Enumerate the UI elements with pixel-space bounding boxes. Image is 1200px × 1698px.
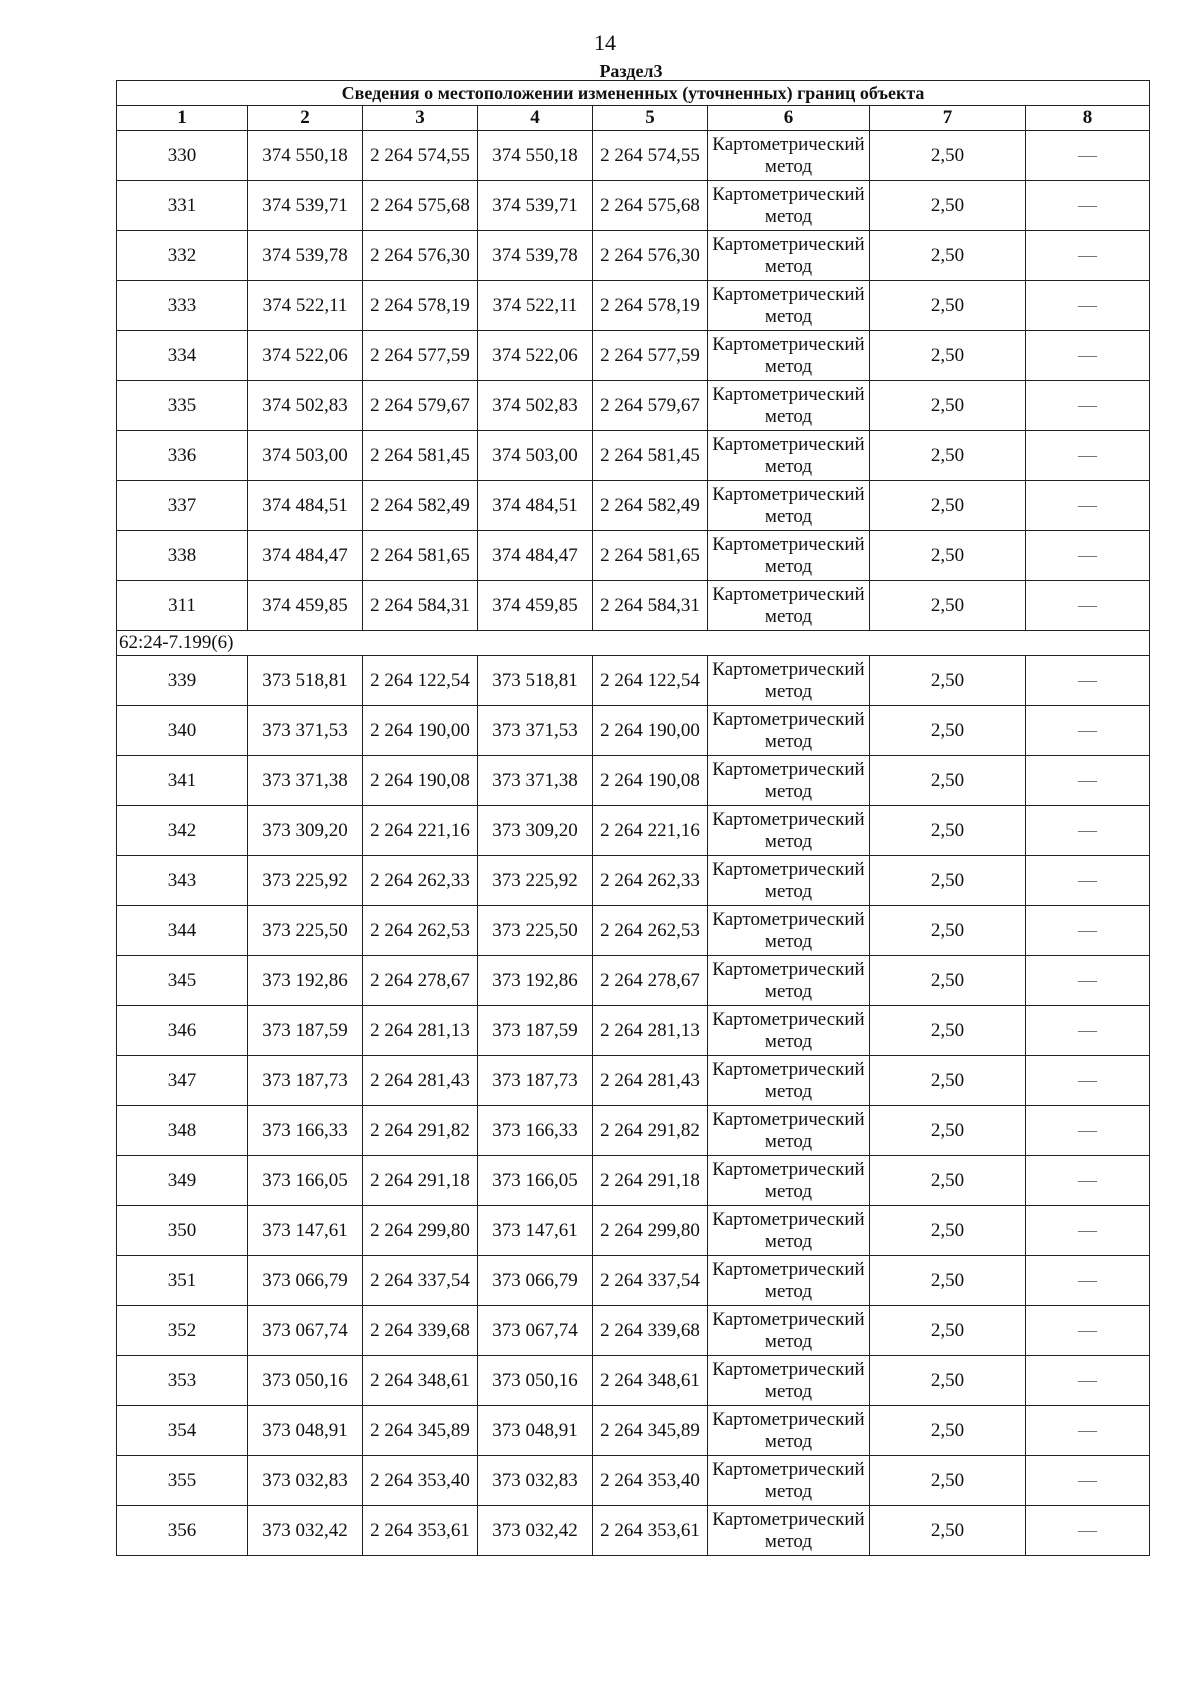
method-cell: Картометрический метод bbox=[708, 131, 870, 181]
x-existing-cell: 374 484,47 bbox=[248, 531, 363, 581]
method-cell: Картометрический метод bbox=[708, 706, 870, 756]
x-new-cell: 373 166,33 bbox=[478, 1106, 593, 1156]
y-new-cell: 2 264 577,59 bbox=[593, 331, 708, 381]
x-new-cell: 373 371,53 bbox=[478, 706, 593, 756]
accuracy-cell: 2,50 bbox=[870, 531, 1026, 581]
x-new-cell: 373 371,38 bbox=[478, 756, 593, 806]
point-number-cell: 350 bbox=[117, 1206, 248, 1256]
x-existing-cell: 373 225,92 bbox=[248, 856, 363, 906]
description-cell: — bbox=[1026, 806, 1150, 856]
y-new-cell: 2 264 584,31 bbox=[593, 581, 708, 631]
subsection-row bbox=[117, 631, 1150, 656]
table-row bbox=[117, 856, 1150, 906]
method-cell: Картометрический метод bbox=[708, 1356, 870, 1406]
description-cell: — bbox=[1026, 381, 1150, 431]
point-number-cell: 343 bbox=[117, 856, 248, 906]
y-new-cell: 2 264 299,80 bbox=[593, 1206, 708, 1256]
method-cell: Картометрический метод bbox=[708, 1106, 870, 1156]
description-cell: — bbox=[1026, 181, 1150, 231]
point-number-cell: 352 bbox=[117, 1306, 248, 1356]
y-new-cell: 2 264 262,33 bbox=[593, 856, 708, 906]
description-cell: — bbox=[1026, 1156, 1150, 1206]
accuracy-cell: 2,50 bbox=[870, 906, 1026, 956]
table-row bbox=[117, 1306, 1150, 1356]
method-cell: Картометрический метод bbox=[708, 1406, 870, 1456]
y-new-cell: 2 264 579,67 bbox=[593, 381, 708, 431]
table-row bbox=[117, 131, 1150, 181]
x-existing-cell: 374 502,83 bbox=[248, 381, 363, 431]
point-number-cell: 330 bbox=[117, 131, 248, 181]
point-number-cell: 346 bbox=[117, 1006, 248, 1056]
table-row bbox=[117, 1456, 1150, 1506]
table-row bbox=[117, 481, 1150, 531]
column-header: 3 bbox=[363, 106, 478, 131]
point-number-cell: 356 bbox=[117, 1506, 248, 1556]
y-new-cell: 2 264 581,65 bbox=[593, 531, 708, 581]
description-cell: — bbox=[1026, 756, 1150, 806]
method-cell: Картометрический метод bbox=[708, 856, 870, 906]
point-number-cell: 334 bbox=[117, 331, 248, 381]
table-row bbox=[117, 1406, 1150, 1456]
accuracy-cell: 2,50 bbox=[870, 481, 1026, 531]
table-row bbox=[117, 581, 1150, 631]
table-row bbox=[117, 281, 1150, 331]
y-new-cell: 2 264 291,82 bbox=[593, 1106, 708, 1156]
method-cell: Картометрический метод bbox=[708, 1206, 870, 1256]
point-number-cell: 331 bbox=[117, 181, 248, 231]
accuracy-cell: 2,50 bbox=[870, 756, 1026, 806]
method-cell: Картометрический метод bbox=[708, 481, 870, 531]
y-existing-cell: 2 264 582,49 bbox=[363, 481, 478, 531]
x-new-cell: 373 309,20 bbox=[478, 806, 593, 856]
x-existing-cell: 373 048,91 bbox=[248, 1406, 363, 1456]
y-existing-cell: 2 264 337,54 bbox=[363, 1256, 478, 1306]
accuracy-cell: 2,50 bbox=[870, 231, 1026, 281]
x-existing-cell: 373 371,53 bbox=[248, 706, 363, 756]
point-number-cell: 332 bbox=[117, 231, 248, 281]
y-existing-cell: 2 264 221,16 bbox=[363, 806, 478, 856]
description-cell: — bbox=[1026, 1106, 1150, 1156]
description-cell: — bbox=[1026, 706, 1150, 756]
x-new-cell: 373 187,73 bbox=[478, 1056, 593, 1106]
x-existing-cell: 374 459,85 bbox=[248, 581, 363, 631]
accuracy-cell: 2,50 bbox=[870, 331, 1026, 381]
description-cell: — bbox=[1026, 1356, 1150, 1406]
coordinates-table bbox=[116, 80, 1150, 1556]
y-new-cell: 2 264 221,16 bbox=[593, 806, 708, 856]
y-new-cell: 2 264 575,68 bbox=[593, 181, 708, 231]
description-cell: — bbox=[1026, 956, 1150, 1006]
y-new-cell: 2 264 278,67 bbox=[593, 956, 708, 1006]
accuracy-cell: 2,50 bbox=[870, 581, 1026, 631]
point-number-cell: 341 bbox=[117, 756, 248, 806]
table-row bbox=[117, 756, 1150, 806]
description-cell: — bbox=[1026, 1056, 1150, 1106]
y-new-cell: 2 264 291,18 bbox=[593, 1156, 708, 1206]
y-existing-cell: 2 264 339,68 bbox=[363, 1306, 478, 1356]
x-existing-cell: 374 539,78 bbox=[248, 231, 363, 281]
y-existing-cell: 2 264 281,13 bbox=[363, 1006, 478, 1056]
method-cell: Картометрический метод bbox=[708, 1506, 870, 1556]
y-existing-cell: 2 264 122,54 bbox=[363, 656, 478, 706]
y-new-cell: 2 264 576,30 bbox=[593, 231, 708, 281]
column-header: 1 bbox=[117, 106, 248, 131]
table-row bbox=[117, 531, 1150, 581]
y-existing-cell: 2 264 574,55 bbox=[363, 131, 478, 181]
accuracy-cell: 2,50 bbox=[870, 281, 1026, 331]
x-new-cell: 373 192,86 bbox=[478, 956, 593, 1006]
table-row bbox=[117, 1506, 1150, 1556]
y-new-cell: 2 264 574,55 bbox=[593, 131, 708, 181]
point-number-cell: 347 bbox=[117, 1056, 248, 1106]
x-existing-cell: 374 484,51 bbox=[248, 481, 363, 531]
y-new-cell: 2 264 281,43 bbox=[593, 1056, 708, 1106]
x-new-cell: 373 050,16 bbox=[478, 1356, 593, 1406]
method-cell: Картометрический метод bbox=[708, 956, 870, 1006]
x-existing-cell: 373 518,81 bbox=[248, 656, 363, 706]
x-new-cell: 373 048,91 bbox=[478, 1406, 593, 1456]
x-new-cell: 374 522,11 bbox=[478, 281, 593, 331]
y-existing-cell: 2 264 584,31 bbox=[363, 581, 478, 631]
y-existing-cell: 2 264 190,08 bbox=[363, 756, 478, 806]
point-number-cell: 349 bbox=[117, 1156, 248, 1206]
y-new-cell: 2 264 122,54 bbox=[593, 656, 708, 706]
column-header-row bbox=[117, 106, 1150, 131]
point-number-cell: 353 bbox=[117, 1356, 248, 1406]
y-existing-cell: 2 264 579,67 bbox=[363, 381, 478, 431]
point-number-cell: 311 bbox=[117, 581, 248, 631]
y-existing-cell: 2 264 353,40 bbox=[363, 1456, 478, 1506]
accuracy-cell: 2,50 bbox=[870, 1356, 1026, 1406]
table-row bbox=[117, 431, 1150, 481]
table-caption: Сведения о местоположении измененных (уточненных) границ объекта bbox=[117, 81, 1150, 106]
description-cell: — bbox=[1026, 1306, 1150, 1356]
x-existing-cell: 373 032,83 bbox=[248, 1456, 363, 1506]
point-number-cell: 342 bbox=[117, 806, 248, 856]
table-row bbox=[117, 1056, 1150, 1106]
x-existing-cell: 373 166,33 bbox=[248, 1106, 363, 1156]
x-new-cell: 373 518,81 bbox=[478, 656, 593, 706]
x-existing-cell: 373 066,79 bbox=[248, 1256, 363, 1306]
accuracy-cell: 2,50 bbox=[870, 381, 1026, 431]
table-body bbox=[117, 81, 1150, 1556]
x-new-cell: 373 166,05 bbox=[478, 1156, 593, 1206]
x-new-cell: 373 032,83 bbox=[478, 1456, 593, 1506]
point-number-cell: 337 bbox=[117, 481, 248, 531]
method-cell: Картометрический метод bbox=[708, 1256, 870, 1306]
x-new-cell: 373 225,92 bbox=[478, 856, 593, 906]
x-existing-cell: 373 309,20 bbox=[248, 806, 363, 856]
description-cell: — bbox=[1026, 331, 1150, 381]
x-existing-cell: 373 147,61 bbox=[248, 1206, 363, 1256]
method-cell: Картометрический метод bbox=[708, 531, 870, 581]
table-caption-row bbox=[117, 81, 1150, 106]
x-existing-cell: 374 539,71 bbox=[248, 181, 363, 231]
table-row bbox=[117, 1256, 1150, 1306]
y-new-cell: 2 264 190,08 bbox=[593, 756, 708, 806]
x-new-cell: 374 550,18 bbox=[478, 131, 593, 181]
method-cell: Картометрический метод bbox=[708, 1456, 870, 1506]
y-existing-cell: 2 264 345,89 bbox=[363, 1406, 478, 1456]
y-existing-cell: 2 264 581,45 bbox=[363, 431, 478, 481]
table-row bbox=[117, 181, 1150, 231]
accuracy-cell: 2,50 bbox=[870, 1006, 1026, 1056]
method-cell: Картометрический метод bbox=[708, 331, 870, 381]
x-existing-cell: 373 050,16 bbox=[248, 1356, 363, 1406]
y-existing-cell: 2 264 291,82 bbox=[363, 1106, 478, 1156]
description-cell: — bbox=[1026, 281, 1150, 331]
x-existing-cell: 374 550,18 bbox=[248, 131, 363, 181]
x-new-cell: 373 032,42 bbox=[478, 1506, 593, 1556]
accuracy-cell: 2,50 bbox=[870, 1156, 1026, 1206]
point-number-cell: 333 bbox=[117, 281, 248, 331]
accuracy-cell: 2,50 bbox=[870, 1456, 1026, 1506]
y-new-cell: 2 264 262,53 bbox=[593, 906, 708, 956]
method-cell: Картометрический метод bbox=[708, 1006, 870, 1056]
description-cell: — bbox=[1026, 1256, 1150, 1306]
x-new-cell: 374 503,00 bbox=[478, 431, 593, 481]
y-new-cell: 2 264 581,45 bbox=[593, 431, 708, 481]
x-existing-cell: 373 192,86 bbox=[248, 956, 363, 1006]
table-row bbox=[117, 906, 1150, 956]
accuracy-cell: 2,50 bbox=[870, 431, 1026, 481]
subsection-label: 62:24-7.199(6) bbox=[117, 631, 1150, 656]
column-header: 6 bbox=[708, 106, 870, 131]
accuracy-cell: 2,50 bbox=[870, 856, 1026, 906]
point-number-cell: 348 bbox=[117, 1106, 248, 1156]
x-existing-cell: 374 503,00 bbox=[248, 431, 363, 481]
accuracy-cell: 2,50 bbox=[870, 706, 1026, 756]
x-existing-cell: 373 032,42 bbox=[248, 1506, 363, 1556]
x-new-cell: 374 484,51 bbox=[478, 481, 593, 531]
x-existing-cell: 373 166,05 bbox=[248, 1156, 363, 1206]
table-row bbox=[117, 231, 1150, 281]
column-header: 5 bbox=[593, 106, 708, 131]
y-existing-cell: 2 264 281,43 bbox=[363, 1056, 478, 1106]
x-existing-cell: 373 067,74 bbox=[248, 1306, 363, 1356]
y-new-cell: 2 264 353,61 bbox=[593, 1506, 708, 1556]
description-cell: — bbox=[1026, 231, 1150, 281]
y-existing-cell: 2 264 190,00 bbox=[363, 706, 478, 756]
accuracy-cell: 2,50 bbox=[870, 1306, 1026, 1356]
method-cell: Картометрический метод bbox=[708, 1156, 870, 1206]
x-existing-cell: 374 522,06 bbox=[248, 331, 363, 381]
x-new-cell: 373 147,61 bbox=[478, 1206, 593, 1256]
description-cell: — bbox=[1026, 431, 1150, 481]
table-row bbox=[117, 1156, 1150, 1206]
accuracy-cell: 2,50 bbox=[870, 1406, 1026, 1456]
x-new-cell: 374 539,78 bbox=[478, 231, 593, 281]
column-header: 8 bbox=[1026, 106, 1150, 131]
accuracy-cell: 2,50 bbox=[870, 1506, 1026, 1556]
description-cell: — bbox=[1026, 1506, 1150, 1556]
method-cell: Картометрический метод bbox=[708, 581, 870, 631]
accuracy-cell: 2,50 bbox=[870, 656, 1026, 706]
description-cell: — bbox=[1026, 856, 1150, 906]
y-existing-cell: 2 264 262,33 bbox=[363, 856, 478, 906]
method-cell: Картометрический метод bbox=[708, 756, 870, 806]
y-existing-cell: 2 264 578,19 bbox=[363, 281, 478, 331]
y-new-cell: 2 264 348,61 bbox=[593, 1356, 708, 1406]
x-new-cell: 374 459,85 bbox=[478, 581, 593, 631]
accuracy-cell: 2,50 bbox=[870, 1106, 1026, 1156]
y-new-cell: 2 264 337,54 bbox=[593, 1256, 708, 1306]
page-number: 14 bbox=[594, 30, 616, 55]
point-number-cell: 336 bbox=[117, 431, 248, 481]
section-title: Раздел3 bbox=[599, 61, 663, 81]
method-cell: Картометрический метод bbox=[708, 181, 870, 231]
y-existing-cell: 2 264 262,53 bbox=[363, 906, 478, 956]
accuracy-cell: 2,50 bbox=[870, 956, 1026, 1006]
method-cell: Картометрический метод bbox=[708, 906, 870, 956]
y-new-cell: 2 264 345,89 bbox=[593, 1406, 708, 1456]
point-number-cell: 338 bbox=[117, 531, 248, 581]
accuracy-cell: 2,50 bbox=[870, 1206, 1026, 1256]
table-row bbox=[117, 1106, 1150, 1156]
y-existing-cell: 2 264 299,80 bbox=[363, 1206, 478, 1256]
description-cell: — bbox=[1026, 531, 1150, 581]
description-cell: — bbox=[1026, 131, 1150, 181]
description-cell: — bbox=[1026, 656, 1150, 706]
y-new-cell: 2 264 339,68 bbox=[593, 1306, 708, 1356]
x-existing-cell: 373 371,38 bbox=[248, 756, 363, 806]
column-header: 7 bbox=[870, 106, 1026, 131]
y-existing-cell: 2 264 575,68 bbox=[363, 181, 478, 231]
y-new-cell: 2 264 582,49 bbox=[593, 481, 708, 531]
table-row bbox=[117, 1006, 1150, 1056]
method-cell: Картометрический метод bbox=[708, 1056, 870, 1106]
point-number-cell: 355 bbox=[117, 1456, 248, 1506]
accuracy-cell: 2,50 bbox=[870, 806, 1026, 856]
accuracy-cell: 2,50 bbox=[870, 181, 1026, 231]
description-cell: — bbox=[1026, 1406, 1150, 1456]
method-cell: Картометрический метод bbox=[708, 806, 870, 856]
x-new-cell: 374 522,06 bbox=[478, 331, 593, 381]
y-existing-cell: 2 264 576,30 bbox=[363, 231, 478, 281]
point-number-cell: 339 bbox=[117, 656, 248, 706]
description-cell: — bbox=[1026, 1206, 1150, 1256]
x-existing-cell: 373 187,59 bbox=[248, 1006, 363, 1056]
table-row bbox=[117, 656, 1150, 706]
table-row bbox=[117, 806, 1150, 856]
column-header: 2 bbox=[248, 106, 363, 131]
description-cell: — bbox=[1026, 481, 1150, 531]
accuracy-cell: 2,50 bbox=[870, 1056, 1026, 1106]
description-cell: — bbox=[1026, 1456, 1150, 1506]
x-existing-cell: 373 225,50 bbox=[248, 906, 363, 956]
method-cell: Картометрический метод bbox=[708, 1306, 870, 1356]
method-cell: Картометрический метод bbox=[708, 656, 870, 706]
point-number-cell: 351 bbox=[117, 1256, 248, 1306]
description-cell: — bbox=[1026, 581, 1150, 631]
point-number-cell: 344 bbox=[117, 906, 248, 956]
y-new-cell: 2 264 190,00 bbox=[593, 706, 708, 756]
y-existing-cell: 2 264 348,61 bbox=[363, 1356, 478, 1406]
method-cell: Картометрический метод bbox=[708, 231, 870, 281]
point-number-cell: 340 bbox=[117, 706, 248, 756]
method-cell: Картометрический метод bbox=[708, 281, 870, 331]
table-row bbox=[117, 1206, 1150, 1256]
x-new-cell: 373 066,79 bbox=[478, 1256, 593, 1306]
x-new-cell: 373 225,50 bbox=[478, 906, 593, 956]
x-new-cell: 374 539,71 bbox=[478, 181, 593, 231]
x-new-cell: 373 067,74 bbox=[478, 1306, 593, 1356]
point-number-cell: 354 bbox=[117, 1406, 248, 1456]
y-new-cell: 2 264 353,40 bbox=[593, 1456, 708, 1506]
table-row bbox=[117, 1356, 1150, 1406]
y-existing-cell: 2 264 291,18 bbox=[363, 1156, 478, 1206]
accuracy-cell: 2,50 bbox=[870, 131, 1026, 181]
table-row bbox=[117, 381, 1150, 431]
description-cell: — bbox=[1026, 1006, 1150, 1056]
method-cell: Картометрический метод bbox=[708, 431, 870, 481]
x-new-cell: 374 484,47 bbox=[478, 531, 593, 581]
column-header: 4 bbox=[478, 106, 593, 131]
y-existing-cell: 2 264 278,67 bbox=[363, 956, 478, 1006]
method-cell: Картометрический метод bbox=[708, 381, 870, 431]
table-row bbox=[117, 956, 1150, 1006]
x-existing-cell: 374 522,11 bbox=[248, 281, 363, 331]
description-cell: — bbox=[1026, 906, 1150, 956]
accuracy-cell: 2,50 bbox=[870, 1256, 1026, 1306]
y-existing-cell: 2 264 581,65 bbox=[363, 531, 478, 581]
x-new-cell: 374 502,83 bbox=[478, 381, 593, 431]
x-new-cell: 373 187,59 bbox=[478, 1006, 593, 1056]
point-number-cell: 345 bbox=[117, 956, 248, 1006]
y-new-cell: 2 264 578,19 bbox=[593, 281, 708, 331]
table-row bbox=[117, 706, 1150, 756]
table-row bbox=[117, 331, 1150, 381]
x-existing-cell: 373 187,73 bbox=[248, 1056, 363, 1106]
y-existing-cell: 2 264 577,59 bbox=[363, 331, 478, 381]
y-existing-cell: 2 264 353,61 bbox=[363, 1506, 478, 1556]
y-new-cell: 2 264 281,13 bbox=[593, 1006, 708, 1056]
point-number-cell: 335 bbox=[117, 381, 248, 431]
